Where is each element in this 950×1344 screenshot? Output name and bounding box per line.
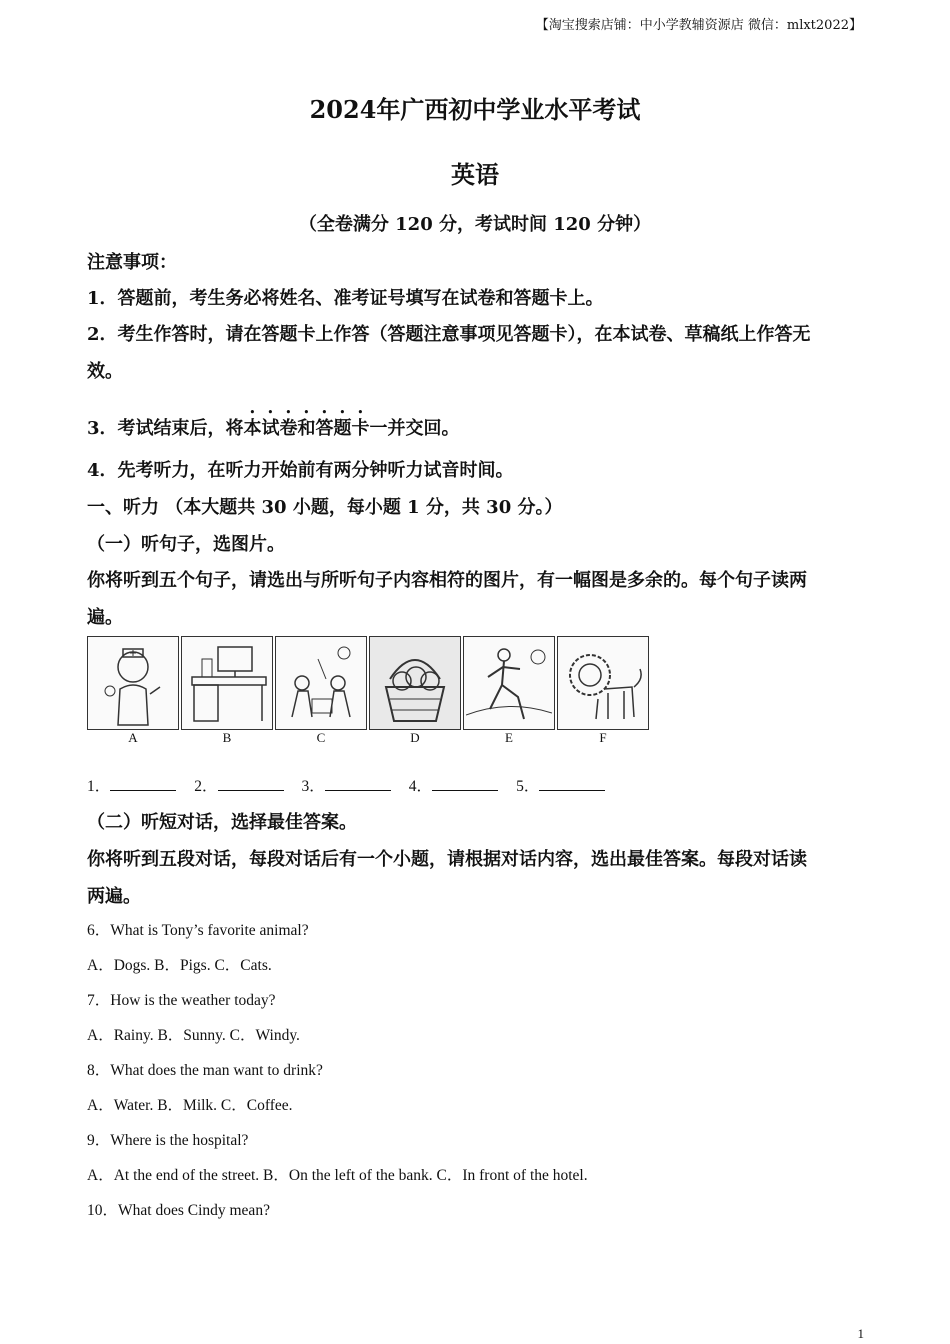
note-3-suffix: 一并交回。 [369, 418, 460, 439]
picture-d [369, 636, 461, 748]
part-1-instruction-line-1: 你将听到五个句子，请选出与所听句子内容相符的图片，有一幅图是多余的。每个句子读两 [87, 570, 807, 591]
lion-icon [560, 639, 646, 727]
question-10: 10．What does Cindy mean? [87, 1202, 270, 1219]
picture-e [463, 636, 555, 748]
header-note: 【淘宝搜索店铺：中小学教辅资源店 微信：mlxt2022】 [535, 18, 862, 33]
note-2-line-1: 2．考生作答时，请在答题卡上作答（答题注意事项见答题卡），在本试卷、草稿纸上作答无 [87, 324, 811, 345]
part-2-instruction-line-1: 你将听到五段对话，每段对话后有一个小题，请根据对话内容，选出最佳答案。每段对话读 [87, 849, 807, 870]
notes-heading: 注意事项： [87, 252, 177, 273]
doctor-icon [90, 639, 176, 727]
question-8-options: A．Water. B．Milk. C．Coffee. [87, 1097, 293, 1114]
question-7: 7．How is the weather today? [87, 992, 276, 1009]
picture-a [87, 636, 179, 748]
question-7-options: A．Rainy. B．Sunny. C．Windy. [87, 1027, 300, 1044]
exam-info: （全卷满分 120 分，考试时间 120 分钟） [298, 214, 652, 235]
part-1-heading: （一）听句子，选图片。 [87, 534, 285, 555]
blank-1[interactable] [110, 776, 176, 791]
picnic-icon [278, 639, 364, 727]
question-9-options: A．At the end of the street. B．On the left of the bank. C．In front of the hotel. [87, 1167, 588, 1184]
blank-1-number: 1． [87, 778, 111, 795]
runner-icon [466, 639, 552, 727]
picture-c-label: C [316, 730, 326, 745]
part-2-heading: （二）听短对话，选择最佳答案。 [87, 812, 357, 833]
picture-a-label: A [128, 730, 138, 745]
computer-desk-icon [184, 639, 270, 727]
section-1-heading: 一、听力 （本大题共 30 小题，每小题 1 分，共 30 分。） [87, 497, 563, 518]
question-6-options: A．Dogs. B．Pigs. C．Cats. [87, 957, 272, 974]
question-8: 8．What does the man want to drink? [87, 1062, 323, 1079]
fruit-basket-icon [372, 639, 458, 727]
part-2-instruction-line-2: 两遍。 [87, 886, 141, 907]
exam-title: 2024年广西初中学业水平考试 [309, 95, 641, 124]
picture-e-label: E [505, 730, 513, 745]
question-6: 6．What is Tony’s favorite animal? [87, 922, 309, 939]
blank-5[interactable] [539, 776, 605, 791]
note-1: 1．答题前，考生务必将姓名、准考证号填写在试卷和答题卡上。 [87, 288, 604, 309]
page-number: 1 [857, 1326, 864, 1341]
blank-3[interactable] [325, 776, 391, 791]
part-1-instruction-line-2: 遍。 [87, 607, 123, 628]
blank-4[interactable] [432, 776, 498, 791]
blank-3-number: 3． [301, 778, 325, 795]
note-2-line-2: 效。 [87, 361, 123, 382]
note-3-emphasis: 本试卷和答题卡 [243, 418, 370, 439]
note-3-prefix: 3．考试结束后，将 [87, 418, 244, 439]
picture-d-label: D [410, 730, 420, 745]
blank-2-number: 2． [194, 778, 218, 795]
note-4: 4．先考听力，在听力开始前有两分钟听力试音时间。 [87, 460, 514, 481]
picture-f-label: F [599, 730, 607, 745]
question-9: 9．Where is the hospital? [87, 1132, 249, 1149]
subject-title: 英语 [451, 160, 499, 189]
blank-5-number: 5． [516, 778, 540, 795]
picture-b [181, 636, 273, 748]
picture-b-label: B [222, 730, 232, 745]
blank-2[interactable] [218, 776, 284, 791]
picture-options [87, 636, 663, 748]
blank-4-number: 4． [408, 778, 433, 795]
picture-c [275, 636, 367, 748]
picture-f [557, 636, 649, 748]
answer-blanks [87, 774, 623, 796]
note-3 [87, 408, 460, 440]
